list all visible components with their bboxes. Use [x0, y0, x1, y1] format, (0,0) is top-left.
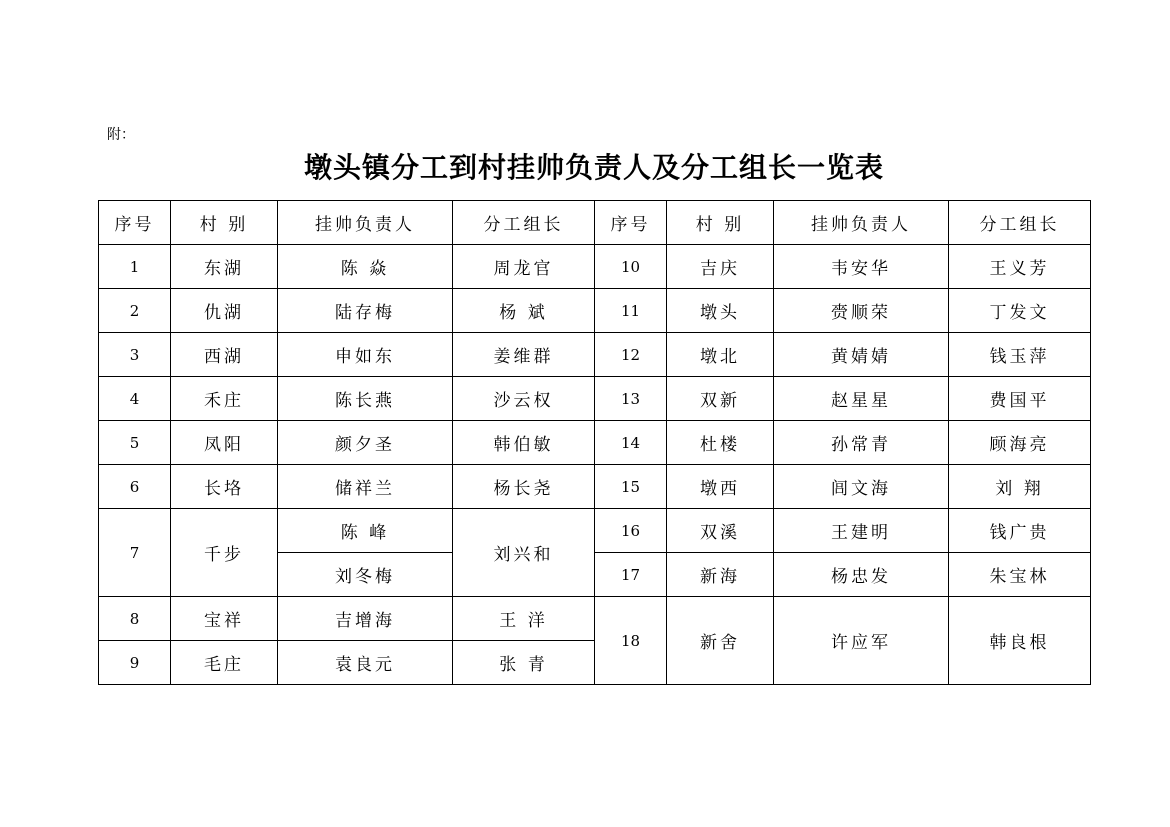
row-village: 凤阳 [171, 421, 278, 465]
row-leader: 陆存梅 [278, 289, 453, 333]
row-group-leader: 杨 斌 [453, 289, 595, 333]
row-village: 西湖 [171, 333, 278, 377]
row-leader: 杨忠发 [774, 553, 949, 597]
row-no: 15 [595, 465, 667, 509]
row-group-leader: 王义芳 [949, 245, 1091, 289]
row-group-leader: 刘兴和 [453, 509, 595, 597]
row-no: 6 [99, 465, 171, 509]
row-group-leader: 顾海亮 [949, 421, 1091, 465]
table-row [595, 553, 1091, 597]
row-no: 4 [99, 377, 171, 421]
header-group-leader: 分工组长 [949, 201, 1091, 245]
row-village: 东湖 [171, 245, 278, 289]
row-group-leader: 朱宝林 [949, 553, 1091, 597]
row-group-leader: 刘 翔 [949, 465, 1091, 509]
row-village: 新海 [667, 553, 774, 597]
row-leader: 孙常青 [774, 421, 949, 465]
table-row [99, 245, 595, 289]
row-group-leader: 张 青 [453, 641, 595, 685]
row-no: 17 [595, 553, 667, 597]
row-village: 双新 [667, 377, 774, 421]
row-village: 新舍 [667, 597, 774, 685]
row-group-leader: 杨长尧 [453, 465, 595, 509]
table-row [595, 333, 1091, 377]
row-no: 5 [99, 421, 171, 465]
row-leader: 赍顺荣 [774, 289, 949, 333]
attachment-note: 附： [107, 127, 135, 143]
row-group-leader: 王 洋 [453, 597, 595, 641]
table-row [99, 421, 595, 465]
row-leader: 韦安华 [774, 245, 949, 289]
row-leader: 许应军 [774, 597, 949, 685]
row-group-leader: 费国平 [949, 377, 1091, 421]
header-no: 序号 [595, 201, 667, 245]
table-row [595, 509, 1091, 553]
header-village: 村 别 [171, 201, 278, 245]
row-no: 13 [595, 377, 667, 421]
row-no: 12 [595, 333, 667, 377]
row-group-leader: 钱玉萍 [949, 333, 1091, 377]
row-village: 千步 [171, 509, 278, 597]
table-row [595, 421, 1091, 465]
row-leader: 陈 峰 [278, 509, 453, 553]
header-group-leader: 分工组长 [453, 201, 595, 245]
table-row [595, 245, 1091, 289]
row-village: 毛庄 [171, 641, 278, 685]
row-group-leader: 沙云权 [453, 377, 595, 421]
row-leader: 王建明 [774, 509, 949, 553]
row-village: 墩西 [667, 465, 774, 509]
row-village: 双溪 [667, 509, 774, 553]
row-village: 吉庆 [667, 245, 774, 289]
row-group-leader: 韩良根 [949, 597, 1091, 685]
header-row [595, 201, 1091, 245]
row-leader: 吉增海 [278, 597, 453, 641]
table-row [99, 289, 595, 333]
row-leader: 赵星星 [774, 377, 949, 421]
row-group-leader: 丁发文 [949, 289, 1091, 333]
row-no: 1 [99, 245, 171, 289]
table-row [99, 597, 595, 641]
assignment-table-left [98, 200, 595, 685]
header-no: 序号 [99, 201, 171, 245]
row-group-leader: 姜维群 [453, 333, 595, 377]
row-no: 3 [99, 333, 171, 377]
row-leader: 刘冬梅 [278, 553, 453, 597]
row-no: 14 [595, 421, 667, 465]
assignment-table-right [594, 200, 1091, 685]
row-village: 墩北 [667, 333, 774, 377]
table-row [99, 509, 595, 553]
table-row [99, 465, 595, 509]
row-village: 墩头 [667, 289, 774, 333]
row-village: 禾庄 [171, 377, 278, 421]
table-row [99, 333, 595, 377]
row-leader: 颜夕圣 [278, 421, 453, 465]
row-no: 8 [99, 597, 171, 641]
row-no: 9 [99, 641, 171, 685]
row-village: 杜楼 [667, 421, 774, 465]
row-no: 10 [595, 245, 667, 289]
row-leader: 陈长燕 [278, 377, 453, 421]
table-row [595, 465, 1091, 509]
row-no: 7 [99, 509, 171, 597]
row-group-leader: 周龙官 [453, 245, 595, 289]
row-no: 2 [99, 289, 171, 333]
row-village: 宝祥 [171, 597, 278, 641]
row-group-leader: 钱广贵 [949, 509, 1091, 553]
row-leader: 闾文海 [774, 465, 949, 509]
page-title: 墩头镇分工到村挂帅负责人及分工组长一览表 [303, 151, 884, 184]
table-row [595, 289, 1091, 333]
table-row [595, 377, 1091, 421]
header-row [99, 201, 595, 245]
table-row [99, 641, 595, 685]
header-leader: 挂帅负责人 [774, 201, 949, 245]
row-village: 仇湖 [171, 289, 278, 333]
row-no: 11 [595, 289, 667, 333]
row-group-leader: 韩伯敏 [453, 421, 595, 465]
header-village: 村 别 [667, 201, 774, 245]
row-leader: 储祥兰 [278, 465, 453, 509]
table-row [99, 377, 595, 421]
row-no: 18 [595, 597, 667, 685]
header-leader: 挂帅负责人 [278, 201, 453, 245]
row-village: 长垎 [171, 465, 278, 509]
row-leader: 黄婧婧 [774, 333, 949, 377]
table-row [595, 597, 1091, 685]
row-leader: 陈 焱 [278, 245, 453, 289]
row-leader: 袁良元 [278, 641, 453, 685]
row-leader: 申如东 [278, 333, 453, 377]
row-no: 16 [595, 509, 667, 553]
